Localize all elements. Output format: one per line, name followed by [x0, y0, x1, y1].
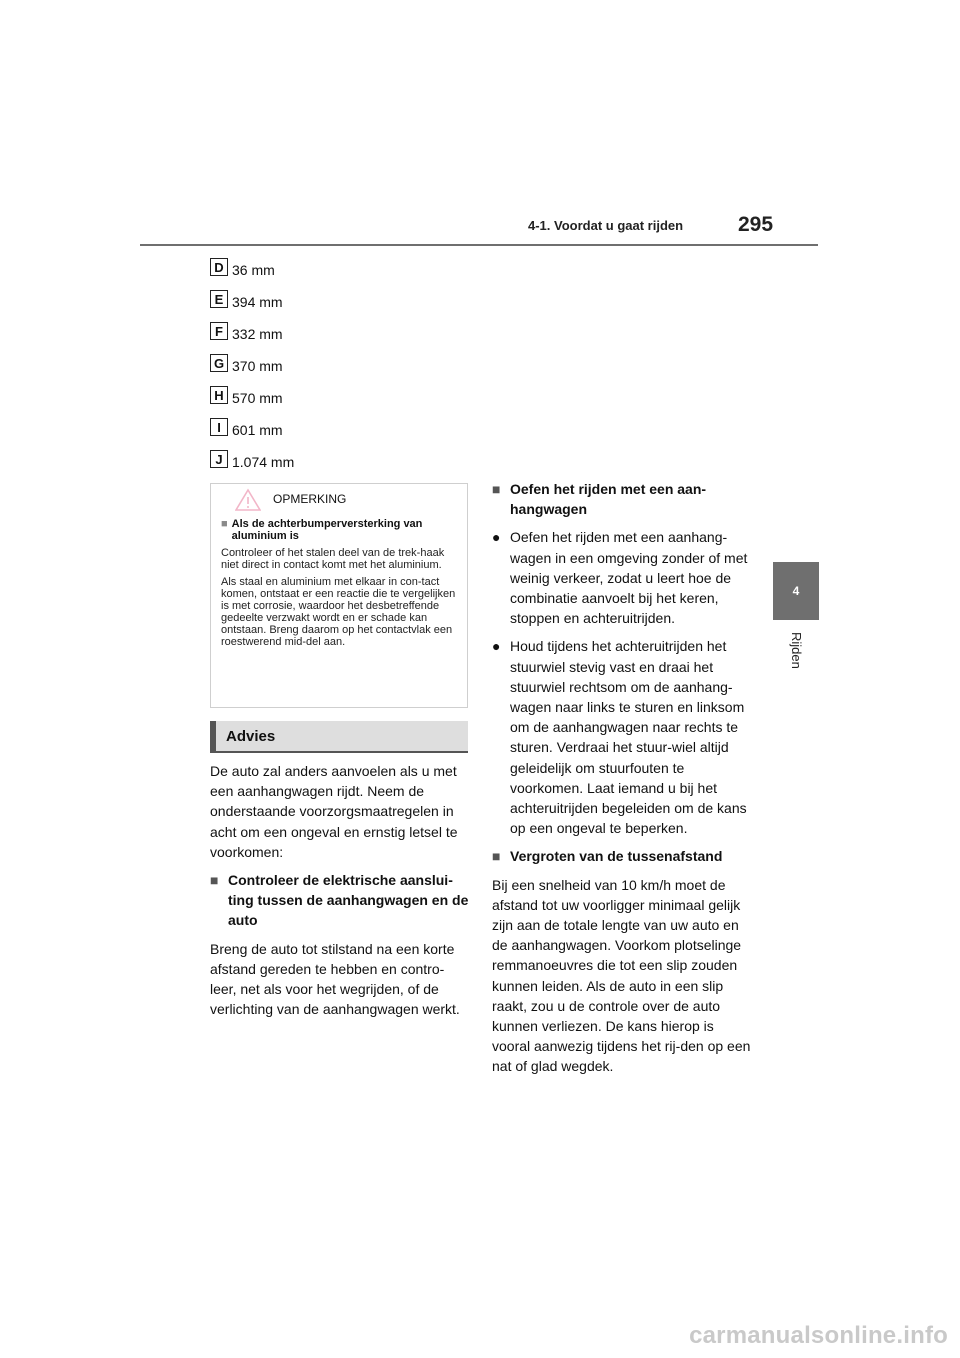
- dimension-letter: I: [210, 418, 228, 436]
- dimension-item: [210, 450, 294, 482]
- bullet-text: Oefen het rijden met een aanhang-wagen in een omgeving zonder of met weinig verkeer, zodat u leert hoe de combinatie aanvoelt bij het keren, stoppen en achteruitrijden.: [510, 529, 748, 627]
- note-heading-text: Als de achterbumperversterking van aluminium is: [231, 518, 423, 542]
- dimension-letter: F: [210, 322, 228, 340]
- note-label: OPMERKING: [273, 492, 347, 506]
- dimension-letter: G: [210, 354, 228, 372]
- dimension-item: [210, 354, 294, 386]
- dimension-value: 570 mm: [232, 390, 283, 406]
- section-title: 4-1. Voordat u gaat rijden: [528, 218, 684, 233]
- dimension-value: 370 mm: [232, 358, 283, 374]
- dimension-item: [210, 258, 294, 290]
- dimension-letter: D: [210, 258, 228, 276]
- bullet-item: [492, 527, 752, 628]
- section-heading: [492, 479, 752, 519]
- section-heading-text: Vergroten van de tussenafstand: [510, 848, 723, 865]
- advice-intro: De auto zal anders aanvoelen als u met een aanhangwagen rijdt. Neem de onderstaande voorzorgsmaatregelen in acht om een ongeval en ernstig letsel te voorkomen:: [210, 763, 458, 860]
- advice-title: Advies: [226, 728, 276, 745]
- section-text: Breng de auto tot stilstand na een korte afstand gereden te hebben en contro-leer, net als voor het wegrijden, of de verlichting van de aanhangwagen werkt.: [210, 940, 460, 1018]
- dimension-item: [210, 290, 294, 322]
- dimension-value: 601 mm: [232, 422, 283, 438]
- note-header: [221, 484, 457, 522]
- dimension-item: [210, 386, 294, 418]
- bullet-item: [492, 636, 752, 838]
- page-number: 295: [738, 213, 774, 236]
- bullet-text: Houd tijdens het achteruitrijden het stuurwiel stevig vast en draai het stuurwiel rechtsom om de aanhang-wagen naar links te sturen en linksom om de aanhangwagen naar rechts te sturen. Verdraai het stuur-wiel altijd geleidelijk om stuurfouten te voorkomen. Laat iemand u bij het achteruitrijden begeleiden om de kans op een ongeval te beperken.: [510, 638, 747, 837]
- watermark: carmanualsonline.info: [689, 1322, 948, 1349]
- left-column: [210, 761, 470, 1027]
- header-divider: [140, 244, 818, 246]
- chapter-tab[interactable]: 4: [773, 562, 819, 620]
- square-bullet-icon: ■: [210, 872, 219, 889]
- note-paragraph: Controleer of het stalen deel van de trek-haak niet direct in contact komt met het aluminium.: [221, 547, 445, 571]
- dimension-item: [210, 322, 294, 354]
- dimension-value: 394 mm: [232, 294, 283, 310]
- dimension-item: [210, 418, 294, 450]
- dimension-list: [210, 258, 294, 482]
- bullet-dot-icon: ●: [492, 529, 501, 546]
- chapter-label: Rijden: [789, 632, 804, 669]
- warning-icon: [235, 488, 261, 517]
- square-bullet-icon: ■: [492, 848, 501, 865]
- section-heading: [492, 846, 752, 866]
- square-bullet-icon: ■: [492, 481, 501, 497]
- dimension-value: 1.074 mm: [232, 454, 295, 470]
- note-paragraph: Als staal en aluminium met elkaar in con-tact komen, ontstaat er een reactie die te vergelijken is met corrosie, waardoor het desbetreffende gedeelte verzwakt wordt en er schade kan ontstaan. Breng daarom op het contactvlak een roestwerend mid-del aan.: [221, 576, 456, 648]
- dimension-letter: J: [210, 450, 228, 468]
- note-box: [210, 483, 468, 708]
- dimension-value: 332 mm: [232, 326, 283, 342]
- dimension-letter: H: [210, 386, 228, 404]
- section-text: Bij een snelheid van 10 km/h moet de afstand tot uw voorligger minimaal gelijk zijn aan de totale lengte van uw auto en de aanhangwagen. Voorkom plotselinge remmanoeuvres die tot een slip zouden kunnen leiden. Als de auto in een slip raakt, zou u de controle over de auto kunnen verliezen. De kans hierop is vooral aanwezig tijdens het rij-den op een nat of glad wegdek.: [492, 876, 751, 1075]
- dimension-letter: E: [210, 290, 228, 308]
- square-bullet-icon: ■: [221, 518, 228, 530]
- right-column: [492, 479, 752, 1085]
- section-heading-text: Controleer de elektrische aanslui-ting tussen de aanhangwagen en de auto: [228, 872, 469, 929]
- bullet-dot-icon: ●: [492, 638, 501, 655]
- section-heading-text: Oefen het rijden met een aan-hangwagen: [510, 481, 707, 518]
- advice-heading-bar: [210, 721, 468, 753]
- section-heading: [210, 870, 470, 931]
- dimension-value: 36 mm: [232, 262, 275, 278]
